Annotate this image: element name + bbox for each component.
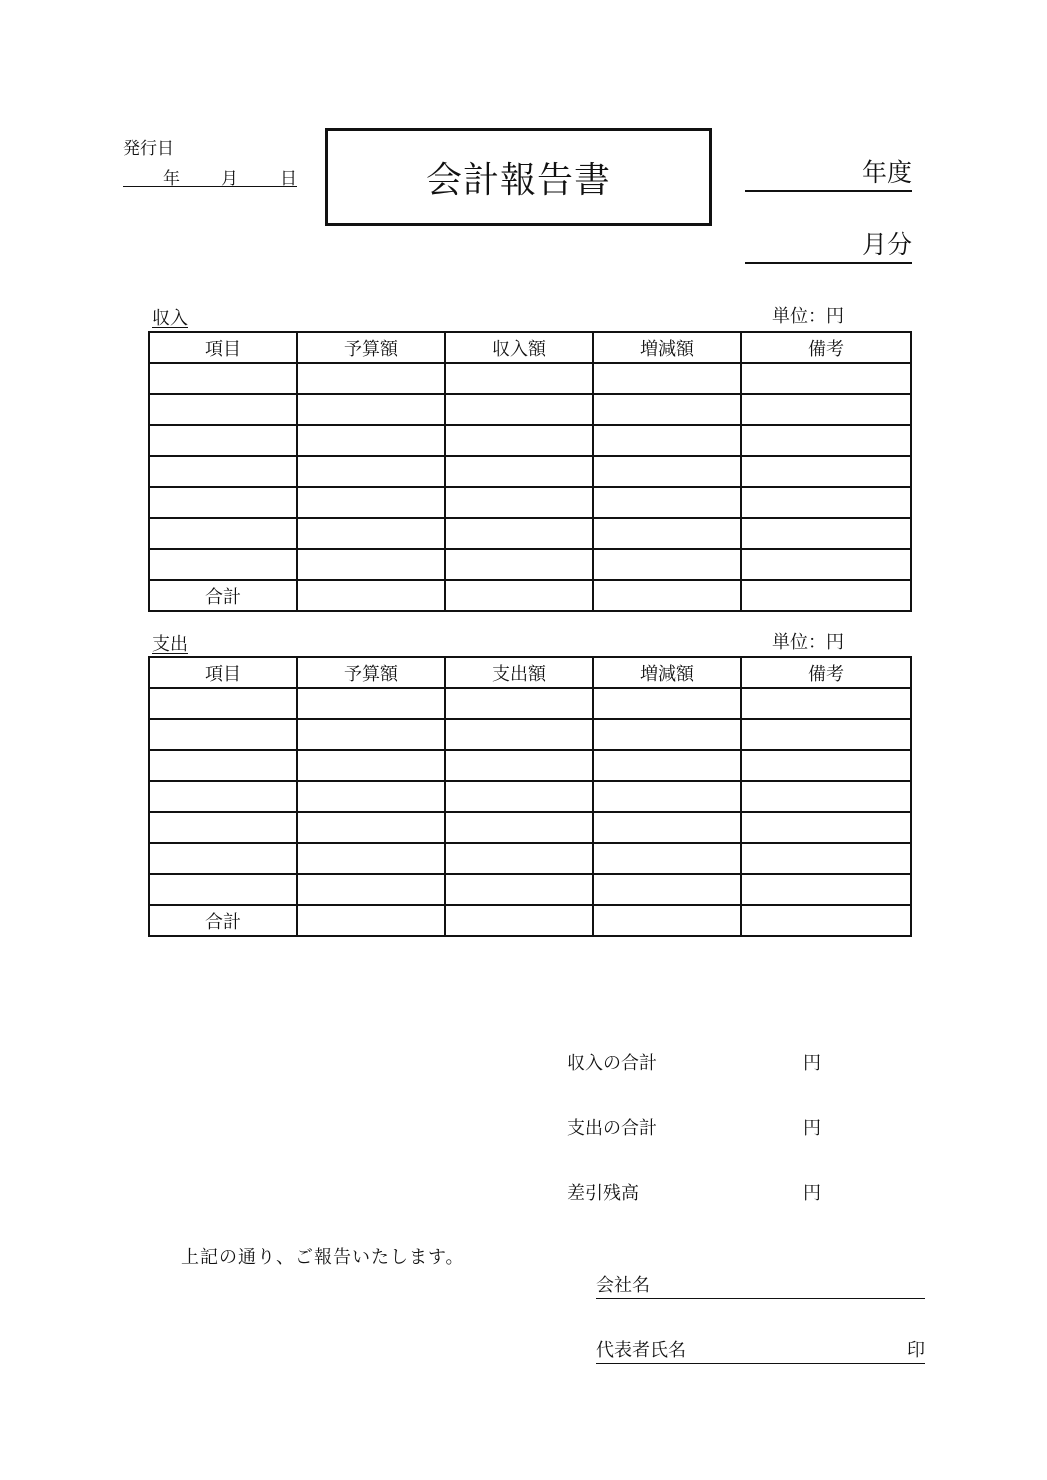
expense-total-currency: 円 [803,1118,821,1139]
table-cell[interactable] [149,874,297,905]
table-cell[interactable] [593,580,741,611]
table-cell[interactable] [593,750,741,781]
balance-currency: 円 [803,1183,821,1204]
table-cell[interactable] [593,549,741,580]
column-header-difference: 増減額 [593,657,741,688]
table-cell[interactable] [445,719,593,750]
column-header-budget: 予算額 [297,657,445,688]
table-cell[interactable] [741,518,911,549]
table-cell[interactable] [297,812,445,843]
table-cell[interactable] [741,580,911,611]
expense-table [148,656,912,937]
table-cell[interactable] [149,688,297,719]
table-cell[interactable] [445,487,593,518]
column-header-income-amount: 収入額 [445,332,593,363]
income-total-currency: 円 [803,1053,821,1074]
column-header-expense-amount: 支出額 [445,657,593,688]
issue-date-day-label: 日 [280,169,297,189]
column-header-item: 項目 [149,657,297,688]
representative-name-label: 代表者氏名 [596,1340,686,1361]
table-cell[interactable] [445,750,593,781]
expense-total-summary-label: 支出の合計 [567,1118,657,1139]
table-row [149,487,911,518]
table-row [149,843,911,874]
document-title: 会計報告書 [425,159,611,201]
table-cell[interactable] [593,812,741,843]
table-cell[interactable] [297,750,445,781]
table-cell[interactable] [297,425,445,456]
table-cell[interactable] [445,580,593,611]
table-cell[interactable] [593,874,741,905]
table-cell[interactable] [297,719,445,750]
company-name-label: 会社名 [596,1275,650,1296]
table-cell[interactable] [741,874,911,905]
table-cell[interactable] [297,394,445,425]
expense-total-row [149,905,911,936]
table-cell[interactable] [445,425,593,456]
month-suffix: 月分 [861,230,912,259]
income-table [148,331,912,612]
table-cell[interactable] [445,518,593,549]
income-header-row [149,332,911,363]
representative-name-field[interactable] [596,1339,925,1364]
table-cell[interactable] [149,781,297,812]
issue-date-label: 発行日 [123,139,174,159]
fiscal-year-suffix: 年度 [861,158,912,187]
table-cell[interactable] [149,394,297,425]
table-cell[interactable] [741,843,911,874]
table-cell[interactable] [593,719,741,750]
table-row [149,750,911,781]
table-cell[interactable] [593,518,741,549]
table-cell[interactable] [297,843,445,874]
seal-mark: 印 [907,1340,925,1361]
table-cell[interactable] [149,456,297,487]
table-cell[interactable] [741,425,911,456]
table-cell[interactable] [741,549,911,580]
fiscal-year-field[interactable] [745,160,912,192]
table-cell[interactable] [297,580,445,611]
table-cell[interactable] [297,456,445,487]
table-cell[interactable] [297,363,445,394]
table-cell[interactable] [445,549,593,580]
issue-date-field[interactable] [123,164,297,187]
table-cell[interactable] [741,394,911,425]
table-row [149,518,911,549]
table-cell[interactable] [149,750,297,781]
column-header-item: 項目 [149,332,297,363]
table-cell[interactable] [741,363,911,394]
table-row [149,874,911,905]
table-cell[interactable] [445,363,593,394]
table-cell[interactable] [741,812,911,843]
table-cell[interactable] [297,518,445,549]
table-cell[interactable] [593,688,741,719]
table-cell[interactable] [445,456,593,487]
table-cell[interactable] [445,688,593,719]
table-cell[interactable] [149,843,297,874]
table-cell[interactable] [741,487,911,518]
income-section-label: 収入 [152,308,188,329]
table-row [149,456,911,487]
table-cell[interactable] [445,874,593,905]
table-cell[interactable] [149,363,297,394]
expense-section-label: 支出 [152,634,188,655]
closing-statement: 上記の通り、ご報告いたします。 [181,1247,465,1268]
table-row [149,363,911,394]
table-cell[interactable] [741,781,911,812]
table-cell[interactable] [593,456,741,487]
table-cell[interactable] [741,688,911,719]
income-unit-label: 単位：円 [772,306,844,327]
income-total-summary-label: 収入の合計 [567,1053,657,1074]
table-cell[interactable] [297,905,445,936]
company-name-field[interactable] [596,1274,925,1299]
income-total-label: 合計 [149,580,297,611]
table-cell[interactable] [593,905,741,936]
table-cell[interactable] [149,487,297,518]
table-cell[interactable] [445,781,593,812]
table-row [149,549,911,580]
table-cell[interactable] [593,487,741,518]
column-header-remarks: 備考 [741,657,911,688]
table-cell[interactable] [149,719,297,750]
month-field[interactable] [745,232,912,264]
issue-date-month-label: 月 [221,169,238,189]
table-cell[interactable] [741,750,911,781]
table-cell[interactable] [149,812,297,843]
table-row [149,394,911,425]
table-row [149,425,911,456]
table-cell[interactable] [297,487,445,518]
table-cell[interactable] [445,843,593,874]
table-cell[interactable] [741,905,911,936]
document-title-box [325,128,712,226]
table-row [149,812,911,843]
table-cell[interactable] [297,549,445,580]
table-cell[interactable] [593,363,741,394]
table-cell[interactable] [297,874,445,905]
table-cell[interactable] [593,394,741,425]
table-cell[interactable] [445,905,593,936]
table-cell[interactable] [149,518,297,549]
expense-unit-label: 単位：円 [772,632,844,653]
column-header-remarks: 備考 [741,332,911,363]
table-cell[interactable] [149,549,297,580]
table-row [149,781,911,812]
table-cell[interactable] [593,843,741,874]
income-total-row [149,580,911,611]
table-cell[interactable] [593,425,741,456]
table-cell[interactable] [149,425,297,456]
issue-date-year-label: 年 [163,169,180,189]
table-cell[interactable] [297,688,445,719]
balance-summary-label: 差引残高 [567,1183,639,1204]
column-header-difference: 増減額 [593,332,741,363]
table-cell[interactable] [593,781,741,812]
table-row [149,688,911,719]
table-cell[interactable] [741,456,911,487]
table-cell[interactable] [741,719,911,750]
table-cell[interactable] [445,812,593,843]
table-row [149,719,911,750]
expense-header-row [149,657,911,688]
expense-total-label: 合計 [149,905,297,936]
column-header-budget: 予算額 [297,332,445,363]
table-cell[interactable] [297,781,445,812]
table-cell[interactable] [445,394,593,425]
